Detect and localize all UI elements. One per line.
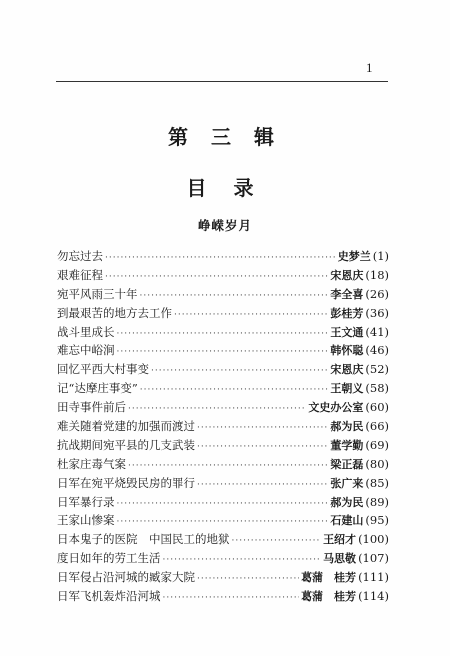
toc-entry xyxy=(57,587,389,606)
toc-entry-author: 石建山 xyxy=(330,514,364,528)
toc-entry-title: 日军暴行录 xyxy=(57,494,115,509)
toc-entry xyxy=(57,323,389,342)
toc-entry-title: 日军在宛平烧毁民房的罪行 xyxy=(57,475,195,490)
toc-entry-title: 抗战期间宛平县的几支武装 xyxy=(57,437,195,452)
table-of-contents xyxy=(57,247,389,606)
toc-entry-title: 王家山惨案 xyxy=(57,513,115,528)
toc-entry-page: (95) xyxy=(365,513,389,528)
toc-entry xyxy=(57,379,389,398)
toc-entry-page: (26) xyxy=(365,286,389,301)
toc-entry-title: 难关随着党建的加强而渡过 xyxy=(57,419,195,434)
toc-entry-author: 葛蒲 桂芳 xyxy=(301,590,357,604)
toc-entry xyxy=(57,341,389,360)
toc-leader-dots xyxy=(232,532,322,551)
toc-entry-page: (66) xyxy=(365,419,389,434)
toc-entry-author: 郝为民 xyxy=(330,420,364,434)
toc-entry-page: (1) xyxy=(372,249,389,263)
toc-entry-page: (41) xyxy=(365,324,389,339)
toc-entry xyxy=(57,530,389,549)
toc-entry-title: 宛平风雨三十年 xyxy=(57,286,138,301)
toc-entry-title: 日本鬼子的医院 中国民工的地狱 xyxy=(57,532,230,547)
header-rule xyxy=(56,81,388,82)
toc-entry-author: 梁正磊 xyxy=(330,457,364,471)
toc-entry-page: (107) xyxy=(358,551,389,566)
toc-entry-page: (36) xyxy=(365,305,389,320)
toc-leader-dots xyxy=(197,570,299,589)
toc-entry-title: 日军飞机轰炸沿河城 xyxy=(57,589,161,604)
toc-entry-author: 宋恩庆 xyxy=(330,268,364,282)
toc-entry xyxy=(57,436,389,455)
toc-entry-author: 王朝义 xyxy=(330,382,364,396)
toc-entry-author: 史梦兰 xyxy=(337,250,371,263)
toc-leader-dots xyxy=(117,495,329,514)
toc-entry-author: 郝为民 xyxy=(330,495,364,509)
toc-entry-page: (18) xyxy=(365,267,389,282)
toc-entry-title: 度日如年的劳工生活 xyxy=(57,551,161,566)
toc-leader-dots xyxy=(105,268,328,287)
toc-entry-page: (80) xyxy=(365,456,389,471)
toc-entry xyxy=(57,247,389,266)
section-heading: 峥嵘岁月 xyxy=(197,218,252,233)
toc-entry-page: (58) xyxy=(365,381,389,396)
toc-entry-author: 王绍才 xyxy=(323,533,357,547)
toc-entry-title: 日军侵占沿河城的臧家大院 xyxy=(57,570,195,585)
toc-leader-dots xyxy=(140,381,329,400)
toc-entry xyxy=(57,474,389,493)
toc-entry-page: (89) xyxy=(365,494,389,509)
toc-leader-dots xyxy=(163,589,300,608)
toc-entry-author: 葛蒲 桂芳 xyxy=(301,571,357,585)
toc-entry-page: (52) xyxy=(365,362,389,377)
toc-entry xyxy=(57,455,389,474)
toc-entry xyxy=(57,304,389,323)
toc-entry xyxy=(57,285,389,304)
toc-entry-title: 回忆平西大村事变 xyxy=(57,362,149,377)
contents-title: 目 录 xyxy=(186,176,264,200)
toc-entry-page: (46) xyxy=(365,343,389,358)
volume-title: 第 三 辑 xyxy=(168,125,282,149)
toc-entry-title: 记“达摩庄事变” xyxy=(57,381,138,396)
toc-entry-title: 难忘中峪涧 xyxy=(57,343,115,358)
toc-leader-dots xyxy=(197,419,328,438)
toc-entry-title: 到最艰苦的地方去工作 xyxy=(57,305,172,320)
toc-entry-author: 马思敬 xyxy=(323,552,357,566)
toc-entry-title: 艰难征程 xyxy=(57,267,103,282)
toc-entry-title: 战斗里成长 xyxy=(57,324,115,339)
toc-entry xyxy=(57,511,389,530)
toc-entry xyxy=(57,417,389,436)
toc-entry xyxy=(57,493,389,512)
toc-leader-dots xyxy=(174,306,328,325)
toc-entry-page: (114) xyxy=(358,589,389,604)
toc-leader-dots xyxy=(117,325,329,344)
toc-entry-author: 宋恩庆 xyxy=(330,363,364,377)
toc-entry-page: (111) xyxy=(358,570,389,585)
toc-entry xyxy=(57,266,389,285)
toc-entry-author: 文史办公室 xyxy=(308,401,364,415)
toc-entry-author: 李全喜 xyxy=(330,287,364,301)
toc-entry-title: 杜家庄毒气案 xyxy=(57,456,126,471)
toc-leader-dots xyxy=(151,362,328,381)
toc-entry-page: (69) xyxy=(365,437,389,452)
toc-entry-author: 韩怀聪 xyxy=(330,344,364,358)
page-number: 1 xyxy=(366,60,373,75)
toc-entry-author: 张广来 xyxy=(330,476,364,490)
toc-leader-dots xyxy=(197,438,328,457)
toc-leader-dots xyxy=(105,249,336,268)
toc-entry-author: 董学勤 xyxy=(330,438,364,452)
toc-entry xyxy=(57,360,389,379)
toc-entry-page: (85) xyxy=(365,475,389,490)
toc-entry-page: (100) xyxy=(358,532,389,547)
toc-entry-author: 王文通 xyxy=(330,325,364,339)
toc-entry-author: 彭桂芳 xyxy=(330,306,364,320)
toc-entry-title: 勿忘过去 xyxy=(57,249,103,263)
toc-entry-title: 田寺事件前后 xyxy=(57,400,126,415)
toc-entry xyxy=(57,568,389,587)
toc-entry-page: (60) xyxy=(365,400,389,415)
toc-entry xyxy=(57,549,389,568)
toc-entry xyxy=(57,398,389,417)
toc-leader-dots xyxy=(197,476,328,495)
